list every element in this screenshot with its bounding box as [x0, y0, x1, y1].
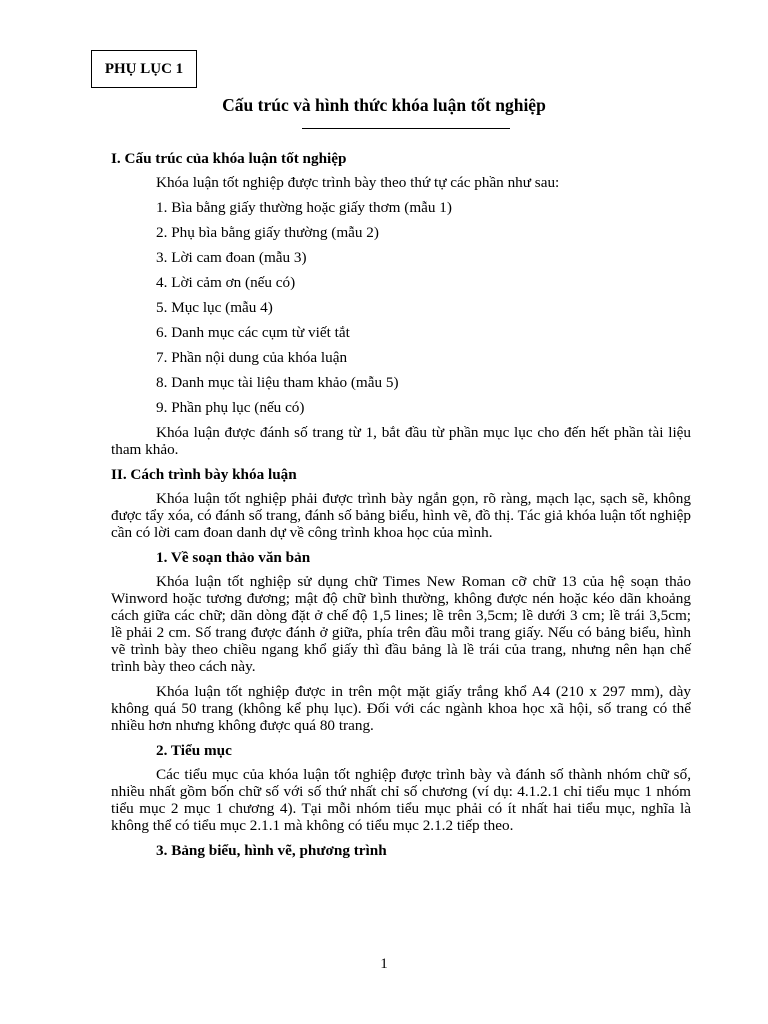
- document-body: [111, 144, 691, 866]
- subsection-2-paragraph: Các tiểu mục của khóa luận tốt nghiệp được trình bày và đánh số thành nhóm chữ số, nhiều nhất gồm bốn chữ số với số thứ nhất chỉ số chương (ví dụ: 4.1.2.1 chỉ tiểu mục 1 nhóm tiểu mục 2 mục 1 chương 4). Tại mỗi nhóm tiểu mục phải có ít nhất hai tiểu mục, nghĩa là không thể có tiểu mục 2.1.1 mà không có tiểu mục 2.1.2 tiếp theo.: [111, 766, 691, 834]
- subsection-2-heading: 2. Tiểu mục: [156, 742, 232, 759]
- title-underline-divider: [302, 128, 510, 129]
- subsection-1-paragraph-2: Khóa luận tốt nghiệp được in trên một mặt giấy trắng khổ A4 (210 x 297 mm), dày không quá 50 trang (không kể phụ lục). Đối với các ngành khoa học xã hội, số trang có thể nhiều hơn nhưng không được quá 80 trang.: [111, 683, 691, 734]
- list-item: 9. Phần phụ lục (nếu có): [156, 399, 305, 416]
- appendix-label: PHỤ LỤC 1: [91, 50, 197, 88]
- section-2-heading: II. Cách trình bày khóa luận: [111, 466, 297, 483]
- list-item: 7. Phần nội dung của khóa luận: [156, 349, 348, 366]
- subsection-1-paragraph-1: Khóa luận tốt nghiệp sử dụng chữ Times New Roman cỡ chữ 13 của hệ soạn thảo Winword hoặc tương đương; mật độ chữ bình thường, không được nén hoặc kéo dãn khoảng cách giữa các chữ; dãn dòng đặt ở chế độ 1,5 lines; lề trên 3,5cm; lề dưới 3 cm; lề trái 3,5cm; lề phải 2 cm. Số trang được đánh ở giữa, phía trên đầu mỗi trang giấy. Nếu có bảng biểu, hình vẽ trình bày theo chiều ngang khổ giấy thì đầu bảng là lề trái của trang, nhưng nên hạn chế trình bày theo cách này.: [111, 573, 691, 675]
- page-number: 1: [380, 956, 388, 972]
- section-1-heading: I. Cấu trúc của khóa luận tốt nghiệp: [111, 150, 347, 167]
- section-1-intro: Khóa luận tốt nghiệp được trình bày theo thứ tự các phần như sau:: [156, 174, 560, 191]
- list-item: 3. Lời cam đoan (mẫu 3): [156, 249, 307, 266]
- subsection-1-heading: 1. Về soạn thảo văn bản: [156, 549, 311, 566]
- list-item: 1. Bìa bằng giấy thường hoặc giấy thơm (mẫu 1): [156, 199, 452, 216]
- section-2-intro-paragraph: Khóa luận tốt nghiệp phải được trình bày ngắn gọn, rõ ràng, mạch lạc, sạch sẽ, không được tẩy xóa, có đánh số trang, đánh số bảng biểu, hình vẽ, đồ thị. Tác giả khóa luận tốt nghiệp cần có lời cam đoan danh dự về công trình khoa học của mình.: [111, 490, 691, 541]
- list-item: 4. Lời cảm ơn (nếu có): [156, 274, 296, 291]
- page-title: Cấu trúc và hình thức khóa luận tốt nghiệp: [222, 95, 546, 115]
- section-1-closing-paragraph: Khóa luận được đánh số trang từ 1, bắt đầu từ phần mục lục cho đến hết phần tài liệu tham khảo.: [111, 424, 691, 458]
- list-item: 5. Mục lục (mẫu 4): [156, 299, 273, 316]
- list-item: 8. Danh mục tài liệu tham khảo (mẫu 5): [156, 374, 399, 391]
- list-item: 6. Danh mục các cụm từ viết tắt: [156, 324, 350, 341]
- subsection-3-heading: 3. Bảng biểu, hình vẽ, phương trình: [156, 842, 387, 859]
- list-item: 2. Phụ bìa bằng giấy thường (mẫu 2): [156, 224, 379, 241]
